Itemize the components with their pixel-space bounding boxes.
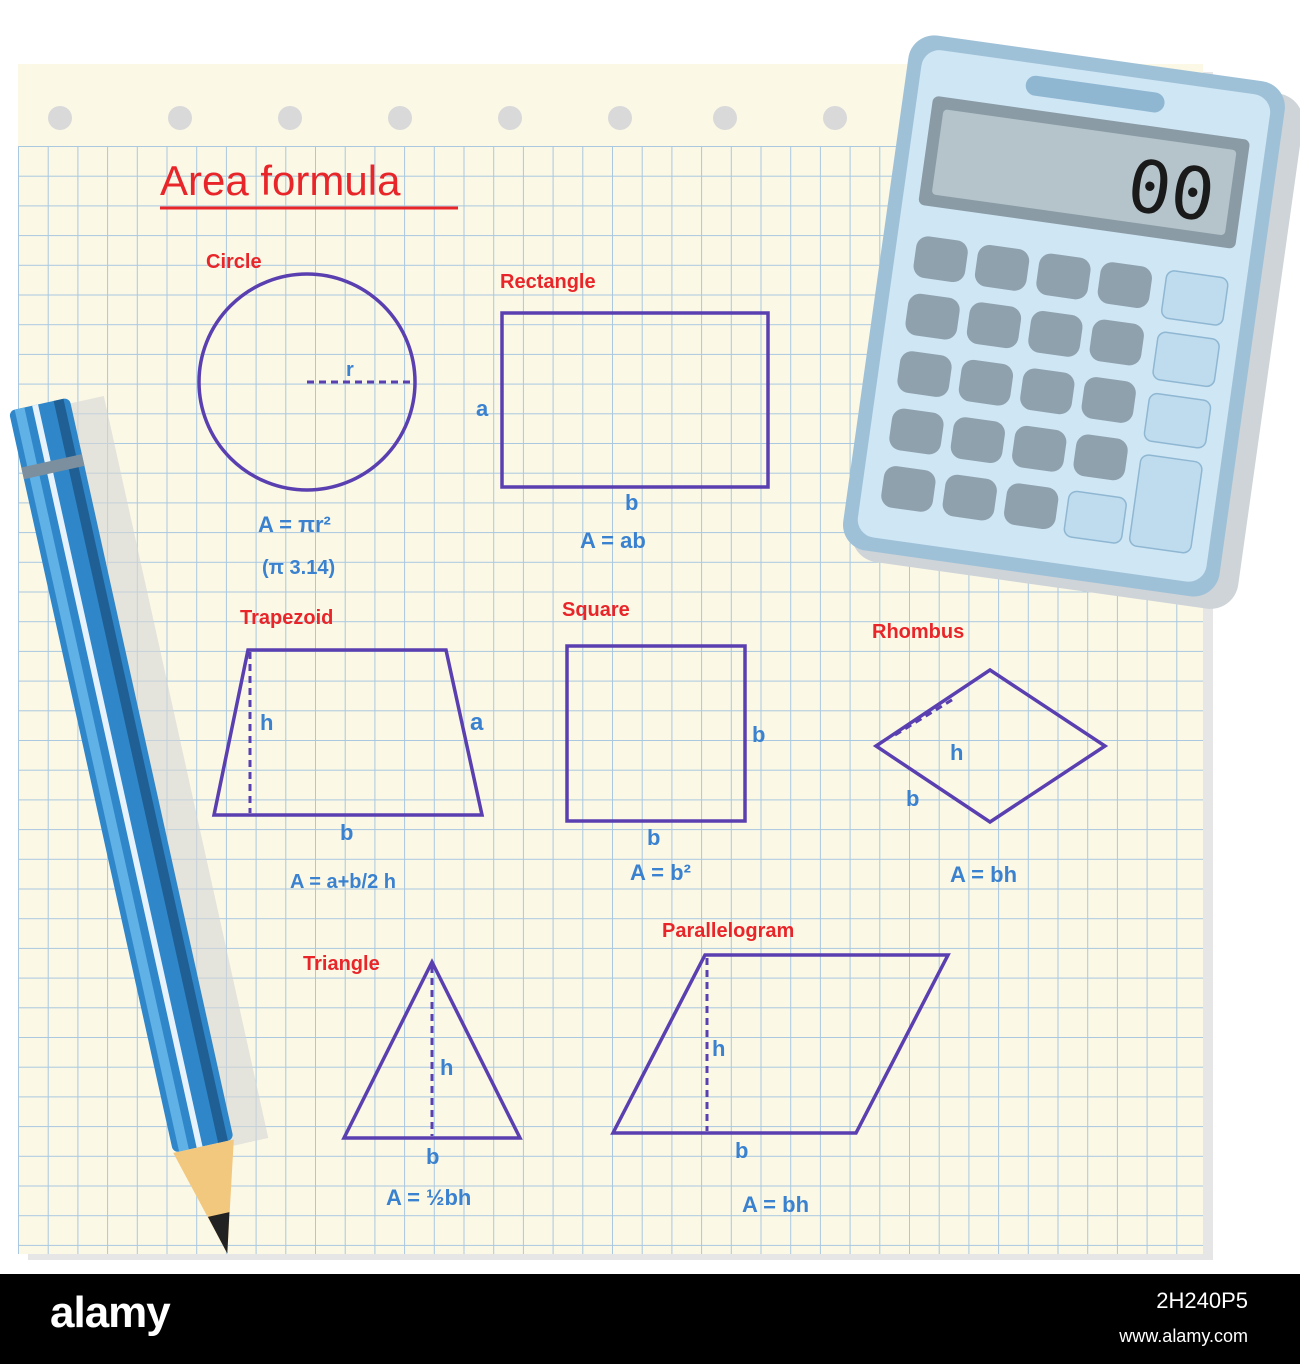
calculator-display: 00 [1122,142,1220,239]
parallelogram-label: Parallelogram [662,920,795,942]
circle-pi-note: (π 3.14) [262,557,336,579]
calculator-illustration [838,32,1300,613]
trapezoid-height-label: h [260,710,274,735]
image-id: 2H240P5 [1156,1288,1248,1313]
rectangle-label: Rectangle [500,271,596,293]
rhombus-label: Rhombus [872,621,965,643]
trapezoid-side-b: b [340,820,354,845]
trapezoid-formula: A = a+b/2 h [290,871,396,893]
parallelogram-height-label: h [712,1036,726,1061]
circle-label: Circle [206,251,262,273]
rhombus-formula: A = bh [950,862,1018,887]
triangle-base-label: b [426,1144,440,1169]
square-formula: A = b² [630,860,691,885]
footer-url[interactable]: www.alamy.com [1119,1326,1248,1346]
rectangle-side-b: b [625,490,639,515]
circle-radius-label: r [346,359,354,381]
square-label: Square [562,599,630,621]
square-side-label: b [752,722,766,747]
triangle-height-label: h [440,1055,454,1080]
trapezoid-side-a: a [470,709,484,736]
trapezoid-label: Trapezoid [240,607,334,629]
stock-footer-bar [0,1274,1300,1364]
parallelogram-base-label: b [735,1138,749,1163]
parallelogram-formula: A = bh [742,1192,810,1217]
rhombus-side-label: b [906,786,920,811]
square-base-label: b [647,825,661,850]
rhombus-height-label: h [950,740,964,765]
triangle-label: Triangle [303,953,380,975]
rectangle-formula: A = ab [580,528,646,553]
triangle-formula: A = ½bh [386,1185,472,1210]
circle-formula: A = πr² [258,512,331,537]
rectangle-side-a: a [476,396,489,421]
page-title: Area formula [160,157,401,204]
alamy-logo: alamy [50,1288,170,1337]
